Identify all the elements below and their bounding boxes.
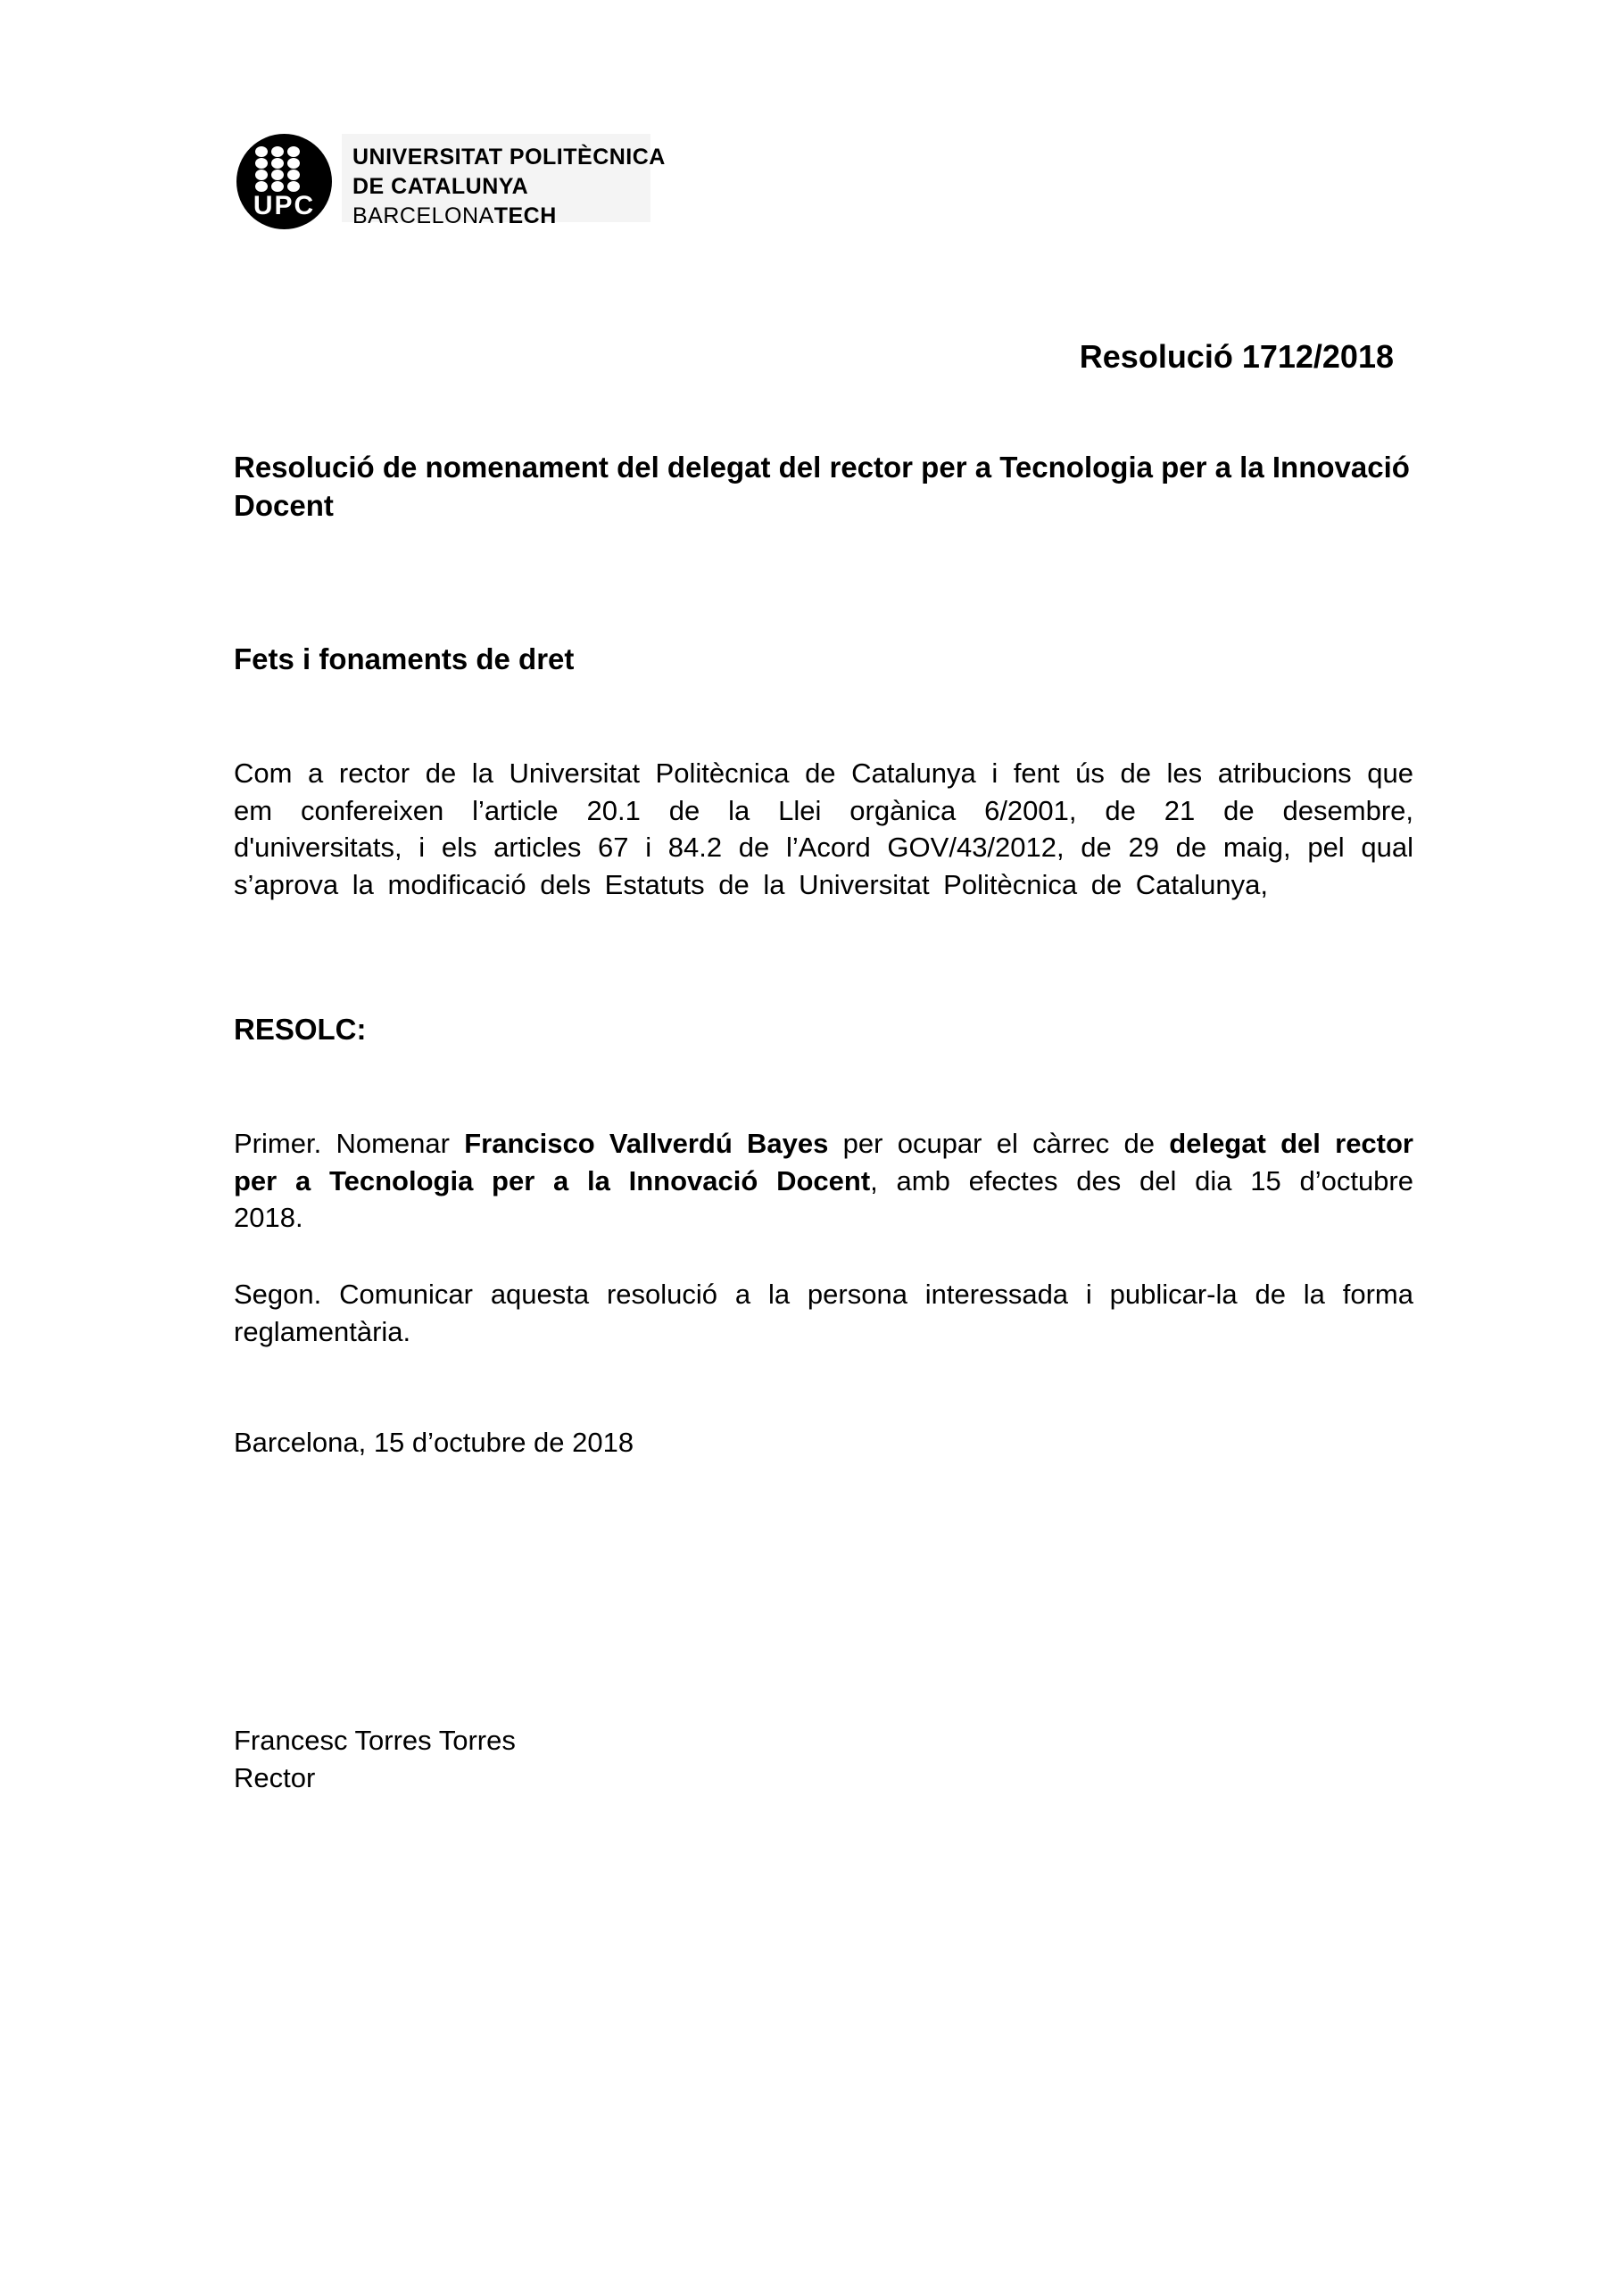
- university-name-line2: DE CATALUNYA: [352, 174, 529, 199]
- university-name-line3: BARCELONATECH: [352, 203, 557, 228]
- resolution-title: Resolució de nomenament del delegat del rector per a Tecnologia per a la Innovació Docent: [234, 451, 1410, 522]
- university-name-block: [352, 143, 977, 231]
- facts-paragraph: Com a rector de la Universitat Politècnica de Catalunya i fent ús de les atribucions que em confereixen l’article 20.1 de la Llei orgànica 6/2001, de 21 de desembre, d'universitats, i els articles 67 i 84.2 de l’Acord GOV/43/2012, de 29 de maig, pel qual s’aprova la modificació dels Estatuts de la Universitat Politècnica de Catalunya,: [234, 758, 1413, 900]
- university-name-line1: UNIVERSITAT POLITÈCNICA: [352, 145, 666, 170]
- logo-dot: [287, 170, 300, 180]
- logo-dot: [271, 158, 284, 169]
- upc-logo-dot-grid: [255, 146, 300, 192]
- upc-logo-acronym: UPC: [253, 191, 316, 220]
- logo-dot: [255, 158, 268, 169]
- logo-dot: [287, 146, 300, 157]
- resolution-reference: Resolució 1712/2018: [1079, 338, 1394, 375]
- signature-block: [234, 1722, 1413, 1797]
- facts-heading: Fets i fonaments de dret: [234, 642, 575, 675]
- signature-name: Francesc Torres Torres: [234, 1725, 516, 1756]
- logo-dot: [287, 158, 300, 169]
- upc-logo-icon: [236, 134, 332, 229]
- logo-dot: [271, 170, 284, 180]
- signature-title: Rector: [234, 1762, 316, 1793]
- logo-dot: [255, 146, 268, 157]
- logo-dot: [271, 146, 284, 157]
- resolution-first-paragraph: Primer. Nomenar Francisco Vallverdú Bayes per ocupar el càrrec de delegat del rector per a Tecnologia per a la Innovació Docent, amb efectes des del dia 15 d’octubre 2018.: [234, 1128, 1413, 1233]
- logo-dot: [255, 170, 268, 180]
- resolves-heading: RESOLC:: [234, 1013, 367, 1046]
- place-date-line: Barcelona, 15 d’octubre de 2018: [234, 1427, 634, 1458]
- resolution-second-paragraph: Segon. Comunicar aquesta resolució a la persona interessada i publicar-la de la forma reglamentària.: [234, 1279, 1413, 1347]
